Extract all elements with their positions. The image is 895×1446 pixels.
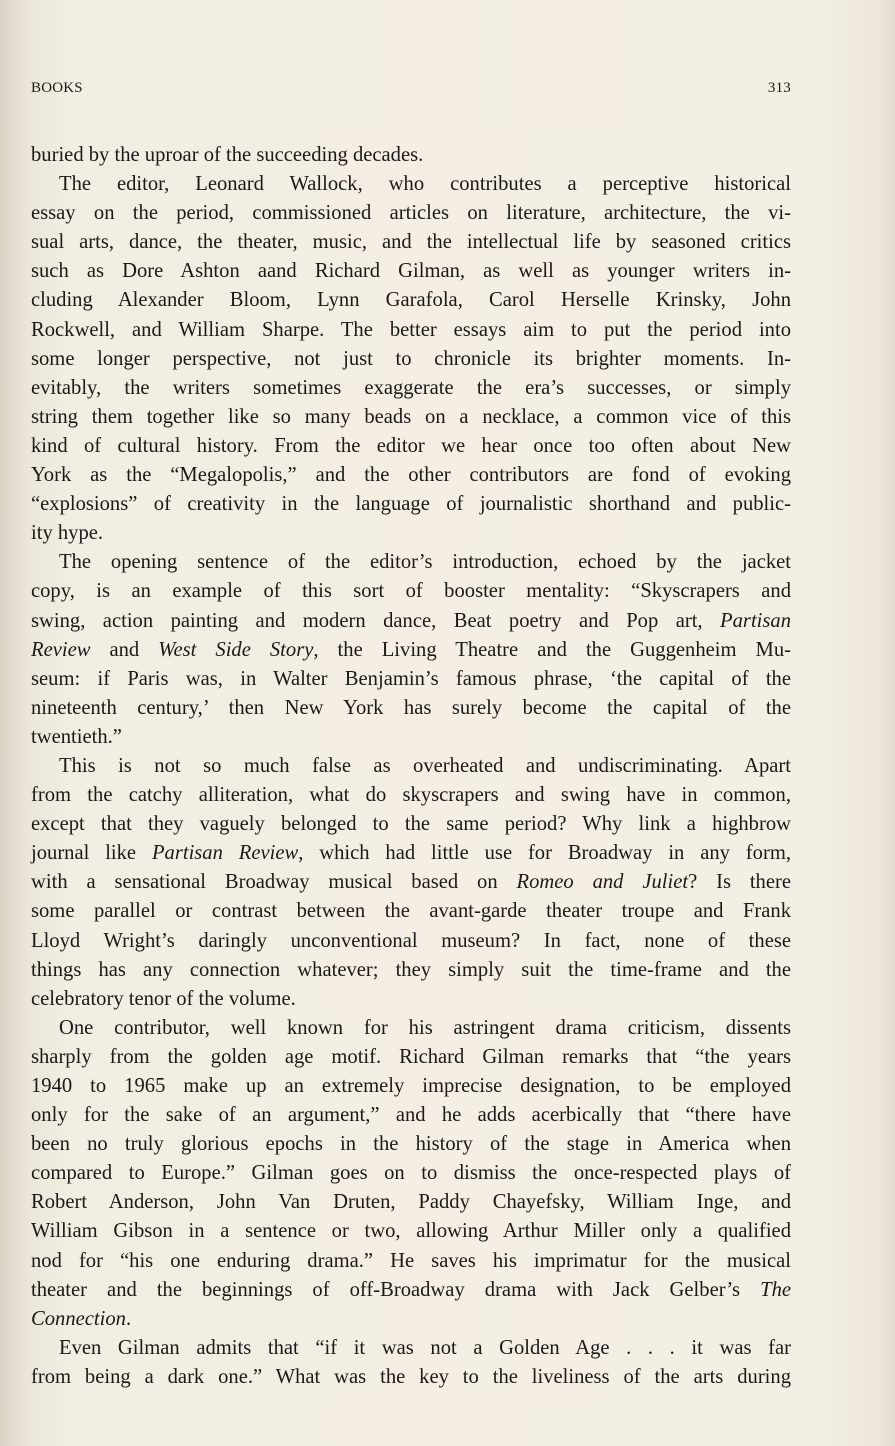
text-line	[31, 868, 791, 897]
italic-title-segment: Partisan Review	[151, 842, 299, 865]
italic-title-segment: Review	[31, 638, 91, 661]
text-line: things has any connection whatever; they simply suit the time-frame and the	[31, 958, 791, 981]
text-line: celebratory tenor of the volume.	[31, 987, 296, 1010]
text-segment: theater and the beginnings of off-Broadway drama with Jack Gelber’s	[31, 1278, 761, 1301]
text-line: from being a dark one.” What was the key to the liveliness of the arts during	[31, 1365, 791, 1388]
text-line: essay on the period, commissioned articles on literature, architecture, the vi-	[31, 202, 791, 225]
text-line: Even Gilman admits that “if it was not a Golden Age . . . it was far	[59, 1336, 791, 1359]
text-segment: ? Is there	[688, 871, 791, 894]
text-line: Rockwell, and William Sharpe. The better essays aim to put the period into	[31, 318, 791, 341]
text-line: nod for “his one enduring drama.” He saves his imprimatur for the musical	[31, 1249, 791, 1272]
text-line: The opening sentence of the editor’s introduction, echoed by the jacket	[59, 551, 791, 574]
text-line	[31, 1276, 791, 1305]
text-segment: .	[125, 1307, 132, 1330]
text-line: seum: if Paris was, in Walter Benjamin’s famous phrase, ‘the capital of the	[31, 667, 791, 690]
text-line: been no truly glorious epochs in the history of the stage in America when	[31, 1133, 791, 1156]
text-line: from the catchy alliteration, what do skyscrapers and swing have in common,	[31, 784, 791, 807]
text-line: buried by the uproar of the succeeding decades.	[31, 144, 424, 166]
text-line: kind of cultural history. From the editor we hear once too often about New	[31, 434, 791, 457]
text-line: This is not so much false as overheated and undiscriminating. Apart	[59, 754, 791, 777]
italic-title-segment: West Side Story	[158, 638, 314, 661]
text-line	[31, 839, 791, 868]
text-line: sual arts, dance, the theater, music, and the intellectual life by seasoned critics	[31, 231, 791, 254]
text-line: ity hype.	[31, 522, 104, 545]
text-segment: , the Living Theatre and the Guggenheim Mu-	[313, 638, 791, 661]
body-text	[31, 141, 791, 1392]
text-line: One contributor, well known for his astringent drama criticism, dissents	[59, 1016, 791, 1039]
text-line: except that they vaguely belonged to the same period? Why link a highbrow	[31, 813, 791, 836]
text-line: Lloyd Wright’s daringly unconventional museum? In fact, none of these	[31, 929, 791, 952]
text-segment: journal like	[31, 842, 152, 865]
text-line: William Gibson in a sentence or two, allowing Arthur Miller only a qualified	[31, 1220, 791, 1243]
text-line: 1940 to 1965 make up an extremely imprecise designation, to be employed	[31, 1075, 791, 1097]
text-line: such as Dore Ashton aand Richard Gilman, as well as younger writers in-	[31, 260, 791, 283]
text-line	[31, 1305, 791, 1334]
text-line: some parallel or contrast between the avant-garde theater troupe and Frank	[31, 900, 791, 923]
text-line: cluding Alexander Bloom, Lynn Garafola, Carol Herselle Krinsky, John	[31, 289, 791, 312]
text-segment: with a sensational Broadway musical based on	[31, 871, 517, 894]
italic-title-segment: The	[760, 1278, 791, 1301]
text-line: evitably, the writers sometimes exaggerate the era’s successes, or simply	[31, 376, 791, 399]
text-line	[31, 607, 791, 636]
italic-title-segment: Partisan	[720, 609, 791, 632]
text-segment: swing, action painting and modern dance, Beat poetry and Pop art,	[31, 609, 721, 632]
text-segment: , which had little use for Broadway in any form,	[298, 842, 791, 865]
text-line: “explosions” of creativity in the language of journalistic shorthand and public-	[31, 493, 791, 516]
text-line: only for the sake of an argument,” and he adds acerbically that “there have	[31, 1104, 791, 1127]
running-head	[31, 80, 791, 102]
text-line: The editor, Leonard Wallock, who contributes a perceptive historical	[59, 173, 791, 196]
text-segment: and	[90, 638, 159, 661]
text-line: Robert Anderson, John Van Druten, Paddy Chayefsky, William Inge, and	[31, 1191, 791, 1214]
text-line: nineteenth century,’ then New York has surely become the capital of the	[31, 696, 791, 719]
text-line: compared to Europe.” Gilman goes on to dismiss the once-respected plays of	[31, 1162, 791, 1185]
text-line: sharply from the golden age motif. Richard Gilman remarks that “the years	[31, 1045, 791, 1068]
running-title: BOOKS	[31, 80, 83, 96]
italic-title-segment: Connection	[31, 1307, 126, 1330]
text-line	[31, 636, 791, 665]
italic-title-segment: Romeo and Juliet	[516, 871, 689, 894]
text-line: copy, is an example of this sort of booster mentality: “Skyscrapers and	[31, 580, 791, 603]
page-number: 313	[767, 80, 791, 96]
text-line: string them together like so many beads on a necklace, a common vice of this	[31, 405, 791, 428]
text-line: York as the “Megalopolis,” and the other contributors are fond of evoking	[31, 464, 791, 487]
text-line: some longer perspective, not just to chronicle its brighter moments. In-	[31, 347, 791, 370]
text-line: twentieth.”	[31, 725, 122, 748]
